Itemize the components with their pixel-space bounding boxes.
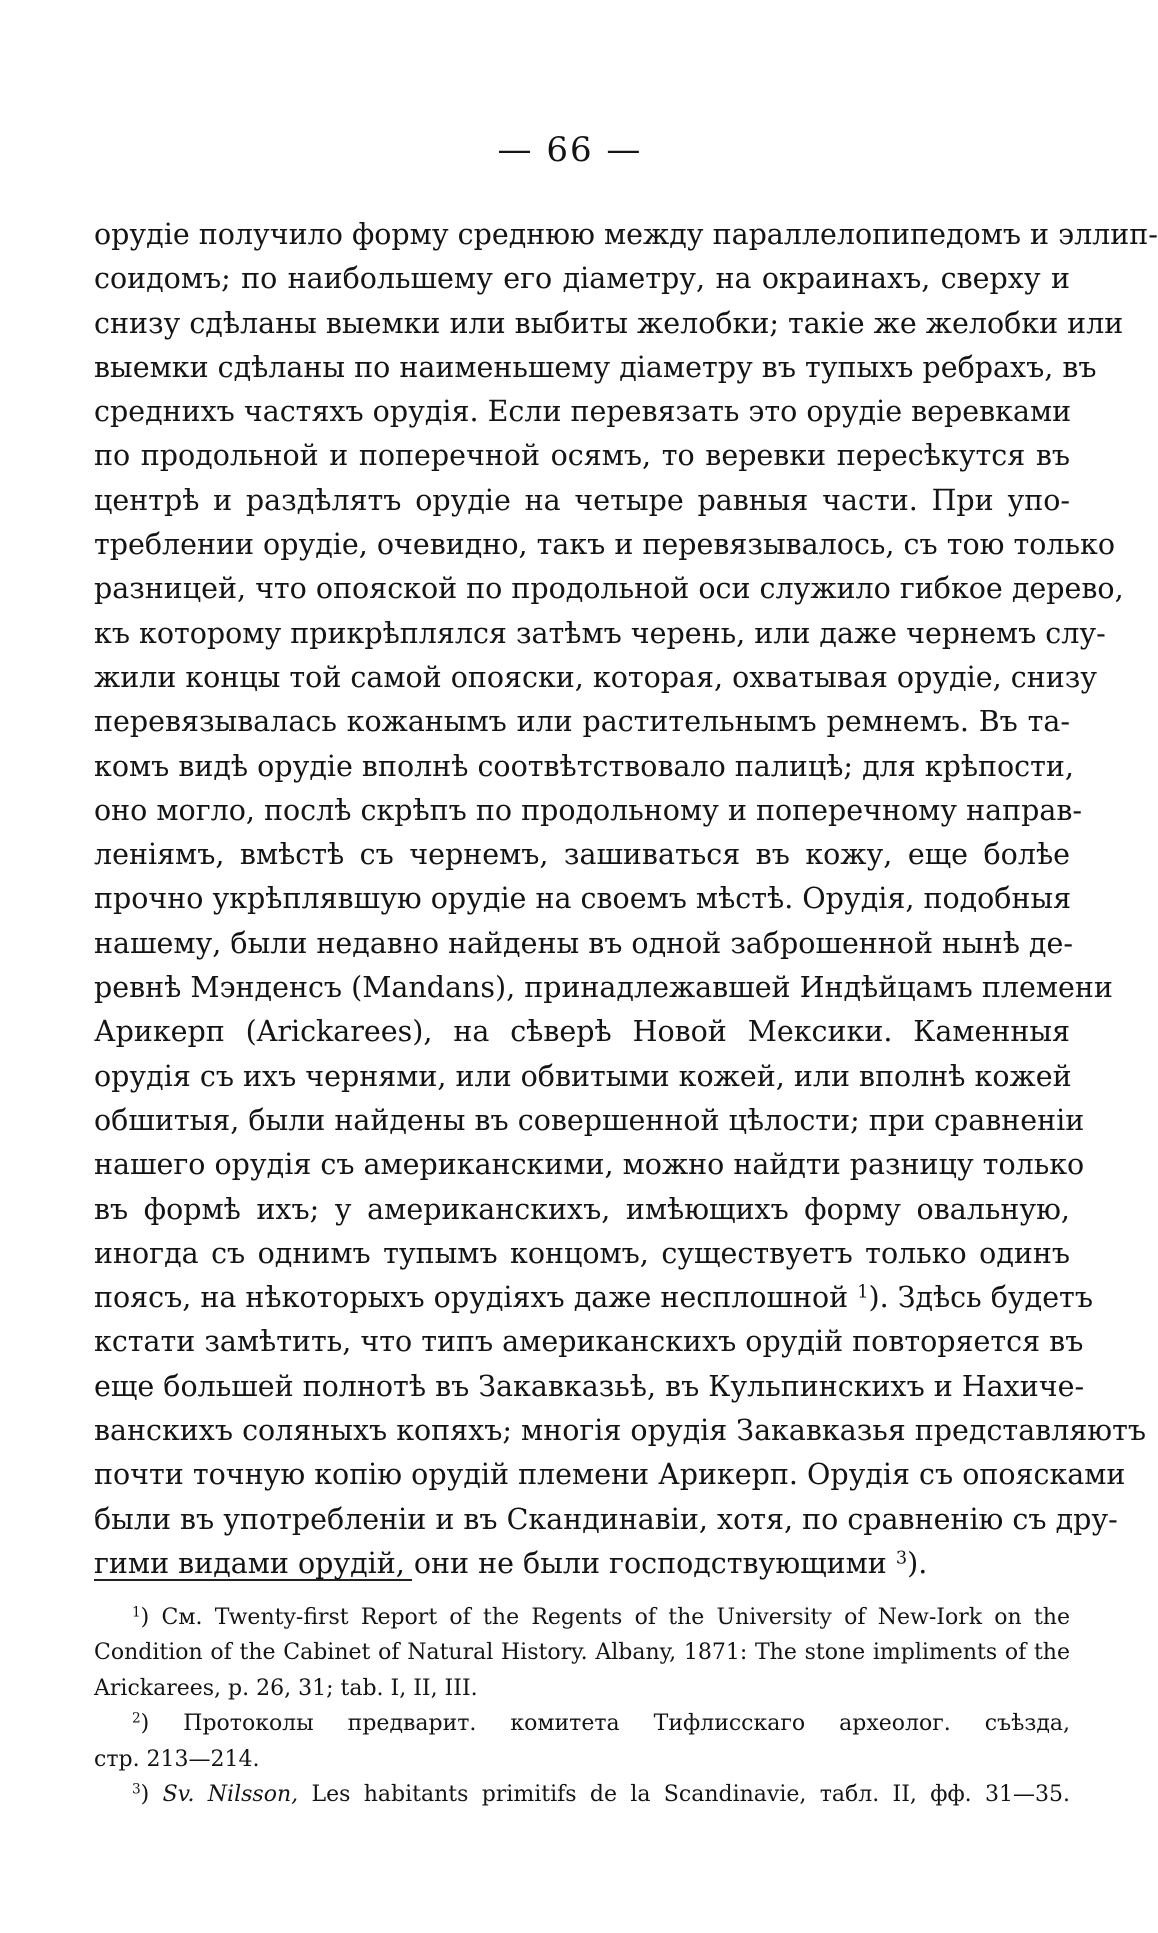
text-segment: ). [907, 1546, 928, 1580]
text-line: орудія съ ихъ чернями, или обвитыми кожей, или вполнѣ кожей [94, 1059, 1072, 1093]
text-segment: ). Здѣсь будетъ [868, 1281, 1093, 1315]
text-line: центрѣ и раздѣлятъ орудіе на четыре равныя части. При упо- [94, 483, 1070, 517]
text-line: нашего орудія съ американскими, можно найдти разницу только [94, 1148, 1085, 1182]
text-line: треблении орудіе, очевидно, такъ и перевязывалось, съ тою только [94, 528, 1116, 562]
footnote-2 [94, 1706, 1070, 1741]
text-line: были въ употребленіи и въ Скандинавіи, хотя, по сравненію съ дру- [94, 1502, 1118, 1536]
footnote-mark: 3 [132, 1781, 141, 1798]
text-segment: поясъ, на нѣкоторыхъ орудіяхъ даже несплошной [94, 1281, 849, 1315]
text-line: леніямъ, вмѣстѣ съ чернемъ, зашиваться въ кожу, еще болѣе [94, 838, 1070, 872]
footnote-author: Sv. Nilsson, [162, 1781, 299, 1807]
text-line: выемки сдѣланы по наименьшему діаметру въ тупыхъ ребрахъ, въ [94, 350, 1097, 384]
footnote-ref: 3 [895, 1548, 908, 1569]
text-line: кстати замѣтить, что типъ американскихъ орудій повторяется въ [94, 1325, 1084, 1359]
footnote-text: ) См. Twenty-first Report of the Regents of the University of New-Iork on the [140, 1605, 1070, 1630]
text-line: жили концы той самой опояски, которая, охватывая орудіе, снизу [94, 660, 1098, 694]
text-line: нашему, были недавно найдены въ одной заброшенной нынѣ де- [94, 926, 1073, 960]
text-line: перевязывалась кожанымъ или растительнымъ ремнемъ. Въ та- [94, 705, 1070, 739]
text-line: оно могло, послѣ скрѣпъ по продольному и поперечному направ- [94, 793, 1083, 827]
footnote-2-cont: стр. 213—214. [94, 1746, 260, 1772]
text-line: прочно укрѣплявшую орудіе на своемъ мѣстѣ. Орудія, подобныя [94, 882, 1072, 916]
text-line: иногда съ однимъ тупымъ концомъ, существуетъ только одинъ [94, 1236, 1070, 1270]
text-line: соидомъ; по наибольшему его діаметру, на окраинахъ, сверху и [94, 262, 1070, 296]
footnote-divider [94, 1579, 412, 1581]
text-line: комъ видѣ орудіе вполнѣ соотвѣтствовало палицѣ; для крѣпости, [94, 749, 1074, 783]
footnote-1-cont: Condition of the Cabinet of Natural History. Albany, 1871: The stone impliments of the [94, 1640, 1070, 1666]
text-line [94, 1276, 1093, 1320]
footnotes [94, 1600, 1070, 1812]
footnote-mark: 1 [132, 1604, 141, 1621]
text-line: къ которому прикрѣплялся затѣмъ черень, или даже чернемъ слу- [94, 616, 1106, 650]
text-line: орудіе получило форму среднюю между параллелопипедомъ и эллип- [94, 218, 1158, 251]
footnote-ref: 1 [857, 1282, 869, 1303]
text-line: по продольной и поперечной осямъ, то веревки пересѣкутся въ [94, 439, 1070, 473]
text-segment: гими видами орудій, они не были господствующими [94, 1546, 887, 1580]
text-line: еще большей полнотѣ въ Закавказьѣ, въ Кульпинскихъ и Нахиче- [94, 1369, 1085, 1403]
footnote-text: Les habitants primitifs de la Scandinavie, табл. II, фф. 31—35. [298, 1781, 1070, 1807]
text-line: ванскихъ соляныхъ копяхъ; многія орудія Закавказья представляютъ [94, 1414, 1147, 1448]
footnote-paren: ) [140, 1781, 163, 1807]
text-line: въ формѣ ихъ; у американскихъ, имѣющихъ форму овальную, [94, 1192, 1070, 1226]
text-line: снизу сдѣланы выемки или выбиты желобки; такіе же желобки или [94, 306, 1124, 340]
text-line: почти точную копію орудій племени Арикерп. Орудія съ опоясками [94, 1458, 1126, 1492]
footnote-text: ) Протоколы предварит. комитета Тифлисскаго археолог. съѣзда, [140, 1711, 1070, 1737]
footnote-1 [94, 1600, 1070, 1635]
text-line: среднихъ частяхъ орудія. Если перевязать это орудіе веревками [94, 395, 1072, 429]
footnote-1-cont: Arickarees, p. 26, 31; tab. I, II, III. [94, 1675, 478, 1701]
text-line: разницей, что опояской по продольной оси служило гибкое дерево, [94, 572, 1124, 606]
page-number: — 66 — [497, 130, 643, 170]
footnote-mark: 2 [132, 1710, 141, 1727]
footnote-3 [94, 1777, 1070, 1812]
text-line: ревнѣ Мэнденсъ (Mandans), принадлежавшей Индѣйцамъ племени [94, 971, 1113, 1005]
text-line: обшитыя, были найдены въ совершенной цѣлости; при сравненіи [94, 1103, 1085, 1137]
main-text [94, 213, 1158, 1586]
text-line: Арикерп (Arickarees), на сѣверѣ Новой Мексики. Каменныя [94, 1015, 1070, 1049]
